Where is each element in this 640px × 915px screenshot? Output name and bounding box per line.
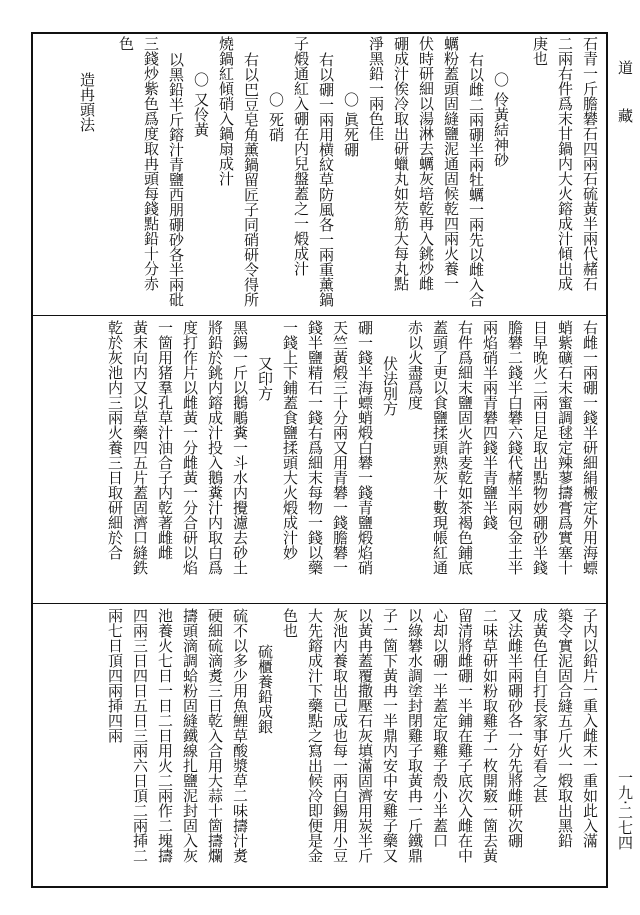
text-column: 以黑鉛半斤鎔汁青鹽西朋硼砂各半兩砒 (167, 52, 185, 307)
text-column: 灰池内養取出已成也每一兩白錫用小豆 (331, 608, 349, 863)
text-column: 擣頭滴調蛤粉固縫鐵線扎鹽泥封固入灰 (181, 608, 199, 863)
panel-divider-1 (31, 315, 608, 316)
text-column: 伏時研細以湯淋去蠣灰培乾再入銚炒雌 (417, 36, 435, 291)
text-column: 右雌一兩硼一錢半研細絹㮽定外用海螵 (581, 320, 599, 575)
text-column: 黑錫一斤以鵝鵰糞一斗水内攪濾去砂土 (231, 320, 249, 575)
text-column: 硼一錢半海螵蛸煅白礬一錢青鹽煅焰硝 (356, 320, 374, 575)
text-column: 心却以硼一半蓋定取雞子殼小半蓋口 (431, 608, 449, 848)
text-column: 乾於灰池内三兩火養三日取研細於合 (106, 320, 124, 560)
text-column: 以綠礬水調塗封閉雞子取黃冉一斤鐵鼎 (406, 608, 424, 863)
text-column: 子内以鉛片一重入雌末一重如此入滿 (581, 608, 599, 848)
text-column: 又印方 (256, 356, 274, 401)
text-column: 一錢上下鋪蓋食鹽揉頭大火煅成汁妙 (281, 320, 299, 560)
text-column: 〇 又伶黃 (192, 72, 210, 137)
text-column: 又法雌半兩硼砂各一分先將雌研次硼 (506, 608, 524, 848)
text-column: 蠣粉蓋頭固縫鹽泥通固候乾四兩火養一 (442, 36, 460, 291)
text-column: 錢半鹽精石一錢右爲細末每物一錢以藥 (306, 320, 324, 575)
text-column: 兩七日頂四兩揷四兩 (106, 608, 124, 743)
text-column: 蓋頭了更以食鹽揉頭熟灰十數現帳紅通 (431, 320, 449, 575)
text-column: 色也 (281, 608, 299, 638)
text-column: 蛸紫礦石末蜜調毬定辣蓼擣膏爲實塞十 (556, 320, 574, 575)
text-column: 右以雌二兩硼半兩牡蠣一兩先以雌入合 (467, 52, 485, 307)
text-column: 膽礬二錢半白礬六錢代赭半兩包金土半 (506, 320, 524, 575)
text-column: 四兩三日四日五日三兩六日頂二兩揷二 (131, 608, 149, 863)
page-number: 一九‧二七四 (616, 770, 634, 850)
text-column: 留清將雌硼一半鋪在雞子底次入雌在中 (456, 608, 474, 863)
text-column (99, 36, 113, 312)
text-column: 硫櫃養鉛成銀 (256, 644, 274, 734)
text-column: 〇 眞死硼 (342, 92, 360, 157)
panel-top (36, 36, 602, 312)
text-column: 日早晚火二兩日足取出點物妙硼砂半錢 (531, 320, 549, 575)
text-column: 天竺黃煅三十分兩又用青礬一錢膽礬一 (331, 320, 349, 575)
text-column: 硼成汁俟冷取出研蠟丸如芡筋大每丸點 (392, 36, 410, 291)
text-column: 硬細硫滴煑三日乾入合用大蒜十箇擣爛 (206, 608, 224, 863)
text-column: 石青一斤膽礬石四兩石硫黃半兩代赭石 (581, 36, 599, 291)
text-column: 〇 死硝 (267, 92, 285, 142)
text-column: 色 (117, 36, 135, 51)
text-column: 成黃色任自打長家事好看之甚 (531, 608, 549, 803)
text-column: 造冉頭法 (78, 72, 96, 132)
text-column: 伏法別方 (381, 356, 399, 416)
text-column: 右件爲細末鹽固火許麦乾如茶褐色鋪底 (456, 320, 474, 575)
text-column (513, 36, 527, 312)
text-column: 右以硼一兩用横紋草防風各一兩重薰鍋 (317, 52, 335, 307)
text-column: 硫不以多少用魚鯉草酸漿草二味擣汁煑 (231, 608, 249, 863)
text-column: 兩焰硝半兩青礬四錢半青鹽半錢 (481, 320, 499, 530)
panel-bottom (36, 608, 602, 884)
text-column: 燒鍋紅傾硝入鍋扇成汁 (217, 36, 235, 186)
text-column: 三錢炒紫色爲度取冉頭每錢點鉛十分赤 (142, 36, 160, 291)
text-column: 築令實泥固合縫五斤火一煅取出黑鉛 (556, 608, 574, 848)
panel-divider-2 (31, 603, 608, 604)
text-column: 一箇用猪羣孔草汁油合子内乾著雌雌 (156, 320, 174, 560)
text-column: 二兩右件爲末甘鍋内大火鎔成汁傾出成 (556, 36, 574, 291)
text-column: 黃末向内又以草藥四五片蓋固濟口縫鉄 (131, 320, 149, 575)
text-column: 子一箇下黃冉一半鼎内安中安雞子藥又 (381, 608, 399, 863)
text-column: 大先鎔成汁下藥點之寫出候冷即便是金 (306, 608, 324, 863)
margin-title: 道 藏 (616, 60, 634, 137)
text-column: 庚也 (531, 36, 549, 66)
panel-middle (36, 320, 602, 600)
text-column: 子煅通紅入硼在内兒盤蓋之一煅成汁 (292, 36, 310, 276)
text-column: 池養火七日一日二日用火二兩作二塊擣 (156, 608, 174, 863)
text-column: 右以巴豆皂角薰鍋留匠子同硝研令得所 (242, 52, 260, 307)
text-column: 度打作片以雌黃一分雌黃一分合研以焰 (181, 320, 199, 575)
text-column: 二味草研如粉取雞子一枚開竅一箇去黃 (481, 608, 499, 863)
text-column: 〇 伶黃結神砂 (492, 72, 510, 167)
text-column: 以黃冉蓋覆撒壓石灰填滿固濟用炭半斤 (356, 608, 374, 863)
text-column: 將鉛於銚内鎔成汁投入鵝糞汁内取白爲 (206, 320, 224, 575)
text-column: 淨黑鉛一兩色佳 (367, 36, 385, 141)
text-column: 赤以火盡爲度 (406, 320, 424, 410)
